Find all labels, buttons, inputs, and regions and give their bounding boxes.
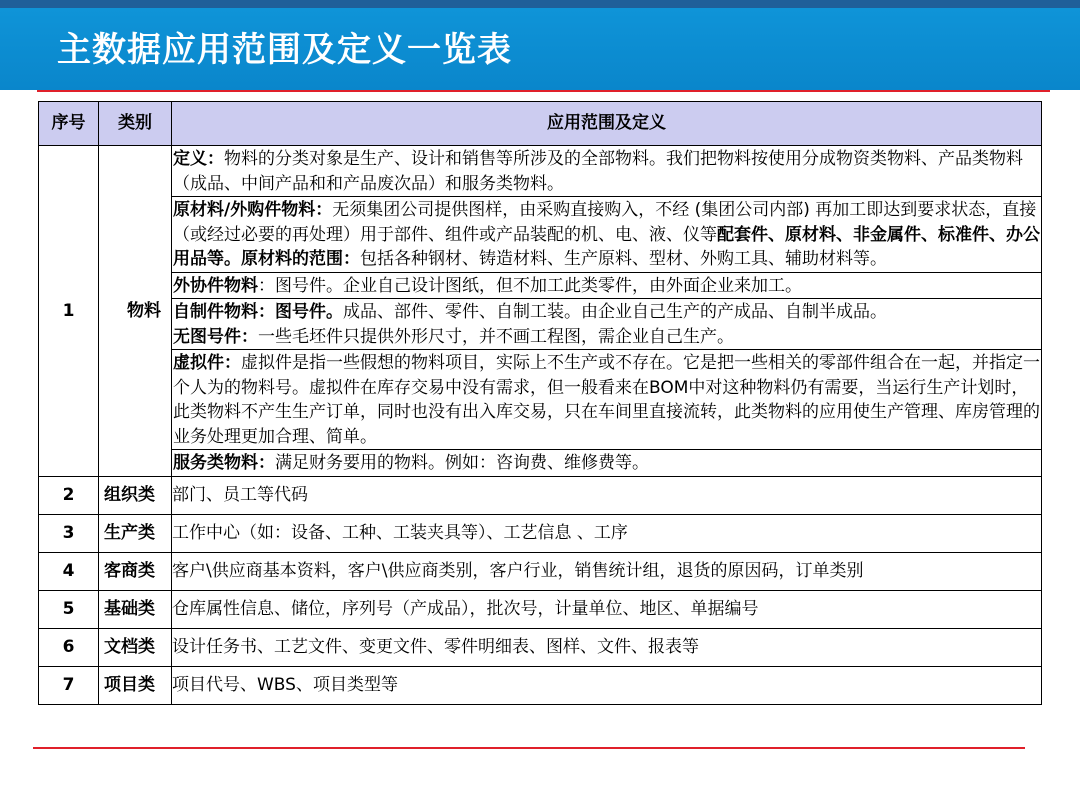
row-category: 物料 (99, 146, 172, 477)
page-title: 主数据应用范围及定义一览表 (57, 30, 512, 70)
row-definition: 部门、员工等代码 (172, 476, 1042, 514)
header-category: 类别 (99, 102, 172, 146)
top-strip (0, 0, 1080, 8)
row-number: 1 (39, 146, 99, 477)
table-row (39, 628, 1042, 666)
row-number: 2 (39, 476, 99, 514)
block-text: 包括各种钢材、铸造材料、生产原料、型材、外购工具、辅助材料等。 (360, 249, 887, 269)
row-category: 客商类 (99, 552, 172, 590)
outsourced-block (172, 273, 1041, 300)
table-header (39, 102, 1042, 146)
block-label: 无图号件： (173, 326, 258, 347)
block-text: 满足财务要用的物料。例如：咨询费、维修费等。 (275, 453, 649, 473)
block-text: 无须集团公司提供图样，由采购直接购入，不经 (集团公司内部) 再加工即达到要求状态，直接（或经过必要的再处理）用于部件、组件或产品装配的机、电、液、仪等 (173, 200, 1037, 245)
row-definition: 工作中心（如：设备、工种、工装夹具等）、工艺信息 、工序 (172, 514, 1042, 552)
block-text: 虚拟件是指一些假想的物料项目，实际上不生产或不存在。它是把一些相关的零部件组合在一起，并指定一个人为的物料号。虚拟件在库存交易中没有需求，但一般看来在BOM中对这种物料仍有需要，当运行生产计划时，此类物料不产生生产订单，同时也没有出入库交易，只在车间里直接流转，此类物料的应用使生产管理、库房管理的业务处理更加合理、简单。 (173, 353, 1040, 447)
block-text: 一些毛坯件只提供外形尺寸，并不画工程图，需企业自己生产。 (258, 326, 734, 347)
row-number: 5 (39, 590, 99, 628)
row-definition: 项目代号、WBS、项目类型等 (172, 666, 1042, 704)
row-category: 项目类 (99, 666, 172, 704)
master-data-table (38, 101, 1042, 705)
row-number: 7 (39, 666, 99, 704)
row-definition: 客户\供应商基本资料，客户\供应商类别，客户行业，销售统计组，退货的原因码，订单类别 (172, 552, 1042, 590)
bottom-divider (33, 747, 1025, 749)
block-label: 原材料/外购件物料： (173, 200, 333, 220)
self-made-block (172, 299, 1041, 350)
row-category: 组织类 (99, 476, 172, 514)
definition-block (172, 146, 1041, 197)
header-definition: 应用范围及定义 (172, 102, 1042, 146)
block-text: ：图号件。企业自己设计图纸，但不加工此类零件，由外面企业来加工。 (258, 275, 802, 296)
phantom-block (172, 350, 1041, 450)
raw-material-block (172, 197, 1041, 273)
block-label: 外协件物料 (173, 275, 258, 296)
table-row (39, 476, 1042, 514)
table-row (39, 146, 1042, 477)
header-serial: 序号 (39, 102, 99, 146)
table-row (39, 590, 1042, 628)
row-definition: 仓库属性信息、储位，序列号（产成品），批次号，计量单位、地区、单据编号 (172, 590, 1042, 628)
row-definition: 设计任务书、工艺文件、变更文件、零件明细表、图样、文件、报表等 (172, 628, 1042, 666)
block-text: 物料的分类对象是生产、设计和销售等所涉及的全部物料。我们把物料按使用分成物资类物料、产品类物料（成品、中间产品和和产品废次品）和服务类物料。 (173, 149, 1023, 194)
title-bar (0, 8, 1080, 90)
material-definitions (172, 146, 1042, 477)
block-label: 服务类物料： (173, 453, 275, 473)
block-label: 定义： (173, 149, 224, 169)
row-number: 6 (39, 628, 99, 666)
row-number: 4 (39, 552, 99, 590)
block-label: 虚拟件： (173, 353, 241, 373)
top-divider (37, 90, 1050, 92)
row-category: 生产类 (99, 514, 172, 552)
block-text: 成品、部件、零件、自制工装。由企业自己生产的产成品、自制半成品。 (343, 302, 887, 322)
table-row (39, 514, 1042, 552)
table-row (39, 666, 1042, 704)
table-row (39, 552, 1042, 590)
row-category: 基础类 (99, 590, 172, 628)
row-category: 文档类 (99, 628, 172, 666)
service-block (172, 450, 1041, 476)
block-bold-text: 配套件、原材料、非金属件、标准件、办公用品等。原材料的范围： (173, 224, 1040, 269)
row-number: 3 (39, 514, 99, 552)
block-label: 自制件物料：图号件。 (173, 302, 343, 322)
